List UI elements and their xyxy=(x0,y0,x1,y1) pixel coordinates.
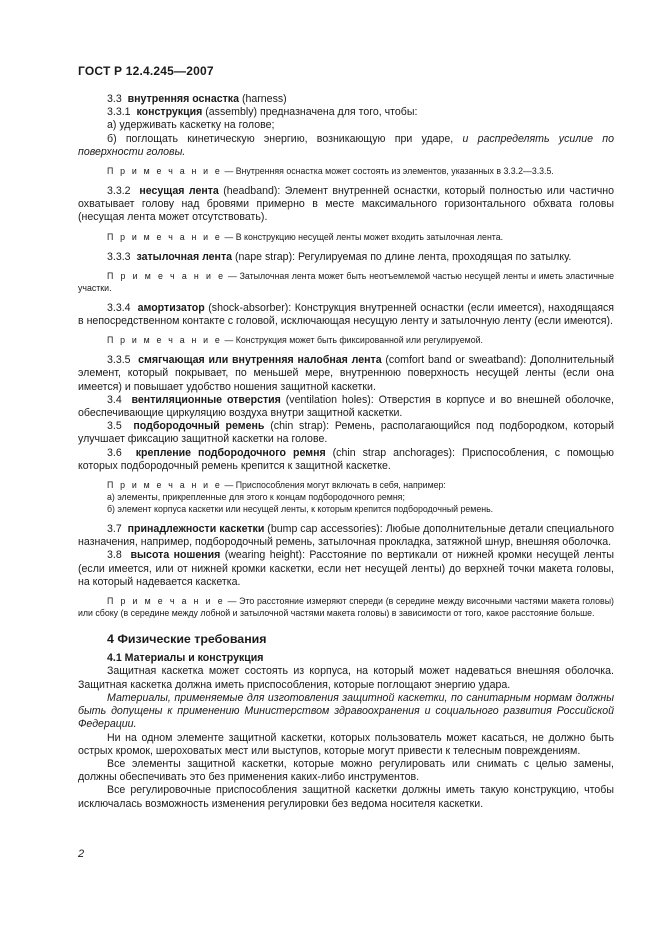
italic-text: Материалы, применяемые для изготовления защитной каскетки, по санитарным нормам должны быть допущены к применению Министерством здравоохранения и социального развития Российской Федерации. xyxy=(78,691,614,731)
term: подбородочный ремень xyxy=(133,420,265,433)
clause-number: 3.3.1 xyxy=(107,106,131,119)
list-item: а) удерживать каскетку на голове; xyxy=(107,119,275,132)
page-number: 2 xyxy=(78,848,85,860)
definition-text: (bump cap accessories): Любые дополнительные детали специального назначения, например, подбородочный ремень, затылочная прокладка, затяжной шнур, внешняя оболочка. xyxy=(78,523,614,549)
term: высота ношения xyxy=(130,549,221,562)
clause-number: 3.3.3 xyxy=(107,250,131,263)
term-english: (harness) xyxy=(239,93,287,105)
term: принадлежности каскетки xyxy=(127,523,265,536)
document-header: ГОСТ Р 12.4.245—2007 xyxy=(78,64,214,78)
clause-number: 3.3.4 xyxy=(107,301,131,314)
definition-3-8 xyxy=(78,549,614,589)
note-list-item: а) элементы, прикрепленные для этого к концам подбородочного ремня; xyxy=(107,492,405,503)
definition-3-3-3 xyxy=(78,251,614,264)
note-text: — Затылочная лента может быть неотъемлемой частью несущей ленты и иметь эластичные участки. xyxy=(78,270,614,293)
clause-number: 3.4 xyxy=(107,393,122,406)
term: несущая лента xyxy=(139,185,219,198)
paragraph-italic xyxy=(78,692,614,732)
clause-number: 3.3 xyxy=(107,93,122,105)
definition-text: (chin strap anchorages): Приспособления, с помощью которых подбородочный ремень крепится к защитной каскетке. xyxy=(78,446,614,472)
section-heading: 4 Физические требования xyxy=(107,632,267,647)
note xyxy=(78,270,614,294)
definition-text: (assembly) предназначена для того, чтобы: xyxy=(202,106,418,119)
note-text: — Внутренняя оснастка может состоять из элементов, указанных в 3.3.2—3.3.5. xyxy=(222,166,554,177)
list-item xyxy=(78,133,614,159)
note-label: П р и м е ч а н и е xyxy=(107,231,223,242)
note-label: П р и м е ч а н и е xyxy=(107,335,223,346)
paragraph: Все элементы защитной каскетки, которые можно регулировать или снимать с целью замены, должны обеспечивать это без применения каких-либо инструментов. xyxy=(78,757,614,784)
definition-3-7 xyxy=(78,523,614,549)
note-label: П р и м е ч а н и е xyxy=(107,270,226,281)
note xyxy=(78,231,614,243)
definition-text: (shock-absorber): Конструкция внутренней оснастки (если имеется), находящаяся в непосредственном контакте с головой, исключающая несущую ленту и затылочную ленту (если имеются). xyxy=(78,301,614,328)
note-text: — Это расстояние измеряют спереди (в середине между височными частями макета головы) или сбоку (в середине между лобной и затылочной частями макета головы) в зависимости от того, какое расстояние больше. xyxy=(78,596,614,619)
definition-3-3 xyxy=(78,93,614,106)
clause-number: 3.3.2 xyxy=(107,185,131,198)
clause-number: 3.5 xyxy=(107,420,122,433)
note-text: — Конструкция может быть фиксированной или регулируемой. xyxy=(222,335,483,346)
note-label: П р и м е ч а н и е xyxy=(107,596,225,607)
note xyxy=(78,595,614,619)
definition-text: (nape strap): Регулируемая по длине лента, проходящая по затылку. xyxy=(232,250,572,263)
term: крепление подбородочного ремня xyxy=(135,446,326,459)
note-label: П р и м е ч а н и е xyxy=(107,480,223,491)
list-item-text: б) поглощать кинетическую энергию, возникающую при ударе, xyxy=(107,132,463,145)
note-label: П р и м е ч а н и е xyxy=(107,166,223,177)
term: смягчающая или внутренняя налобная лента xyxy=(138,354,382,367)
paragraph: Ни на одном элементе защитной каскетки, которых пользователь может касаться, не должно быть острых кромок, шероховатых мест или выступов, которые могут привести к телесным повреждениям. xyxy=(78,731,614,757)
paragraph: Все регулировочные приспособления защитной каскетки должны иметь такую конструкцию, чтобы исключалась возможность изменения регулировки без ведома носителя каскетки. xyxy=(78,784,614,810)
definition-text: (wearing height): Расстояние по вертикали от нижней кромки несущей ленты (если имеется, или от нижней кромки каскетки, если нет несущей ленты) до верхней точки макета головы, на который надевается каскетка. xyxy=(78,549,615,588)
note-list-item: б) элемент корпуса каскетки или несущей ленты, к которым крепится подбородочный ремень. xyxy=(107,504,494,515)
note xyxy=(78,165,614,177)
term: конструкция xyxy=(136,106,203,119)
definition-3-6 xyxy=(78,447,614,473)
definition-text: (ventilation holes): Отверстия в корпусе и во внешней оболочке, обеспечивающие циркуляцию воздуха внутри защитной каскетки. xyxy=(78,393,615,420)
clause-number: 3.3.5 xyxy=(107,354,131,367)
definition-3-3-1 xyxy=(78,106,614,119)
term: амортизатор xyxy=(137,301,205,314)
clause-number: 3.7 xyxy=(107,523,122,536)
paragraph: Защитная каскетка может состоять из корпуса, на который может надеваться внешняя оболочка. Защитная каскетка должна иметь приспособления, которые поглощают энергию удара. xyxy=(78,665,614,691)
definition-3-3-2 xyxy=(78,185,614,225)
definition-3-4 xyxy=(78,394,614,420)
note-text: — Приспособления могут включать в себя, например: xyxy=(222,480,446,491)
term: вентиляционные отверстия xyxy=(131,393,281,406)
definition-3-3-5 xyxy=(78,354,614,394)
document-body xyxy=(78,93,614,811)
definition-3-3-4 xyxy=(78,302,614,328)
definition-text: (headband): Элемент внутренней оснастки, который полностью или частично охватывает голову над бровями примерно в месте максимального горизонтального обхвата головы (несущая лента может отсутствовать). xyxy=(78,185,614,224)
list-item-italic: и распределять усилие по поверхности головы. xyxy=(78,132,614,158)
clause-number: 3.8 xyxy=(107,549,122,562)
term: внутренняя оснастка xyxy=(127,93,239,105)
subsection-heading: 4.1 Материалы и конструкция xyxy=(107,652,264,665)
note xyxy=(78,334,614,346)
definition-text: (chin strap): Ремень, располагающийся под подбородком, который улучшает фиксацию защитной каскетки на голове. xyxy=(78,420,614,446)
term: затылочная лента xyxy=(136,250,233,263)
note xyxy=(78,479,614,491)
clause-number: 3.6 xyxy=(107,446,122,459)
note-text: — В конструкцию несущей ленты может входить затылочная лента. xyxy=(222,231,504,242)
definition-text: (comfort band or sweatband): Дополнительный элемент, который покрывает, по меньшей мере, внутреннюю поверхность несущей ленты (если она имеется) и повышает удобство ношения защитной каскетки. xyxy=(78,354,614,393)
definition-3-5 xyxy=(78,420,614,446)
